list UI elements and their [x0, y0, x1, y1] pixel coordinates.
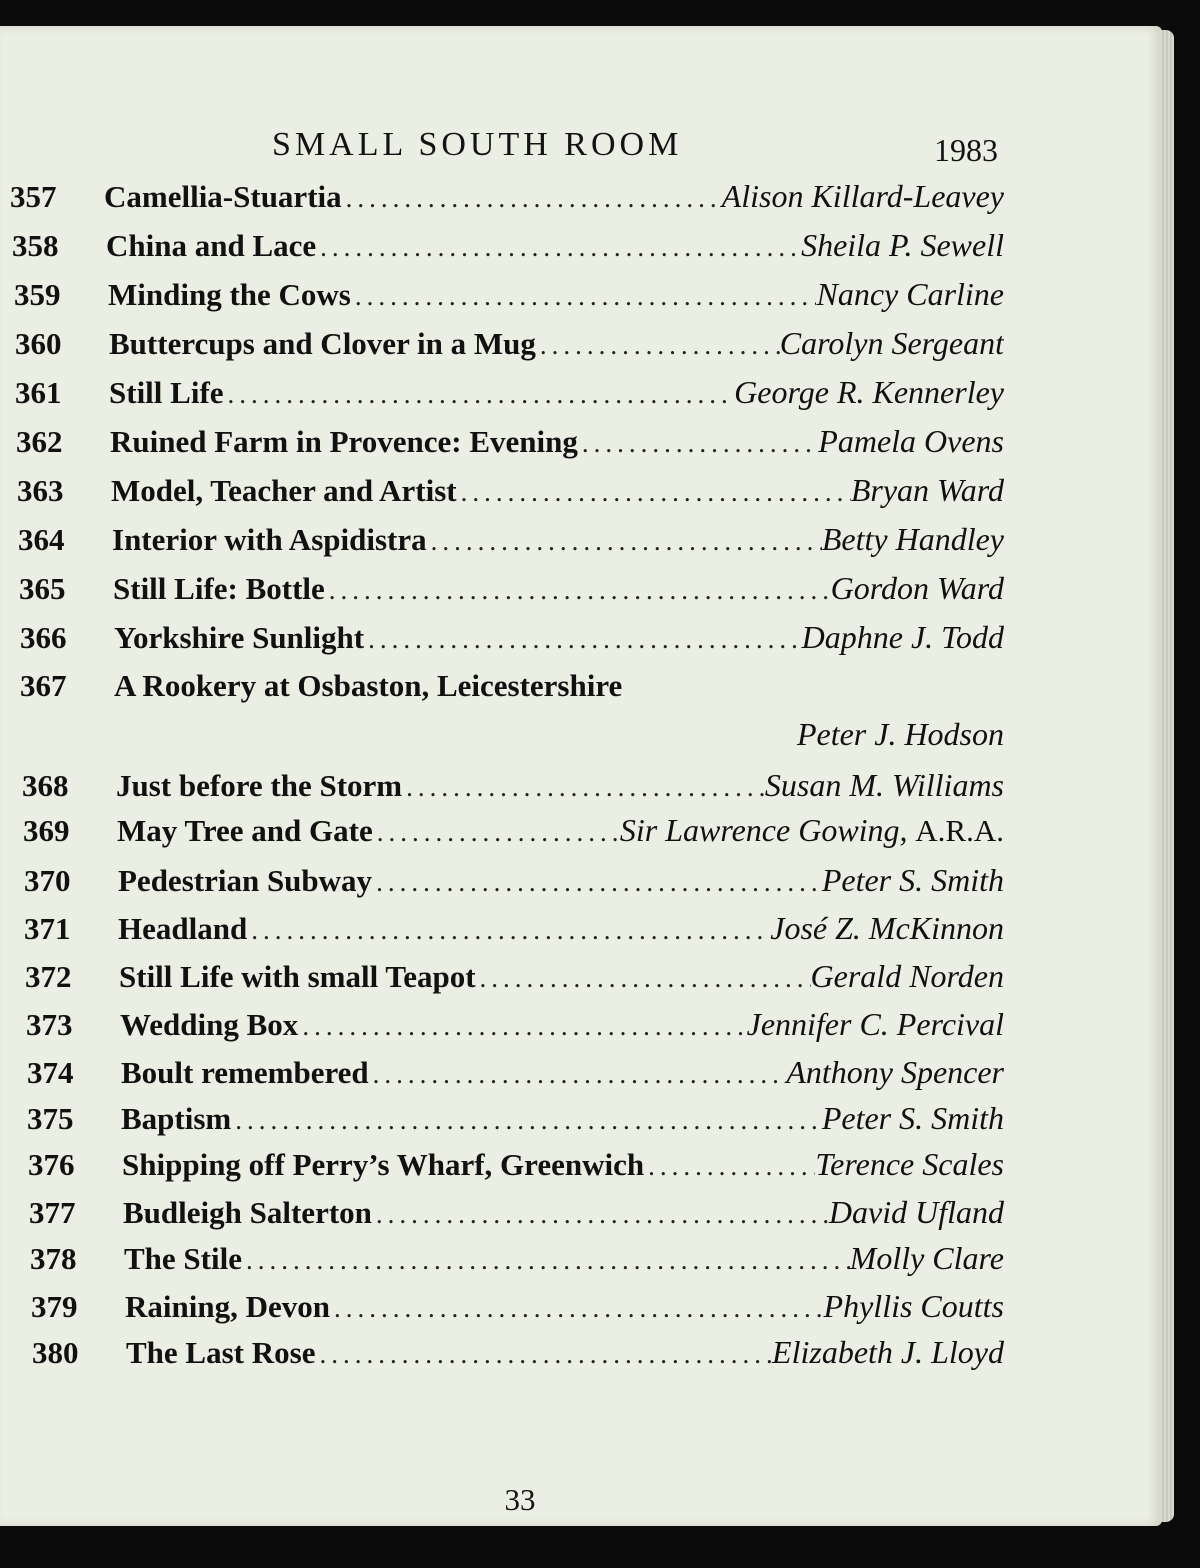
- dot-leader: [578, 428, 818, 459]
- entry-artist: Peter S. Smith: [821, 1100, 1004, 1136]
- dot-leader: [402, 772, 765, 803]
- entry-title: Model, Teacher and Artist: [111, 473, 457, 508]
- entry-number: 371: [24, 911, 71, 946]
- catalogue-entry: [19, 570, 1004, 610]
- dot-leader: [457, 477, 851, 508]
- entry-title: Still Life with small Teapot: [119, 959, 476, 994]
- dot-leader: [369, 1059, 787, 1090]
- entry-number: 361: [15, 375, 62, 410]
- entry-title: Baptism: [121, 1101, 232, 1136]
- dot-leader: [342, 183, 722, 214]
- dot-leader: [364, 624, 802, 655]
- catalogue-entry: [24, 862, 1004, 902]
- catalogue-entry: [12, 227, 1004, 267]
- dot-leader: [298, 1011, 746, 1042]
- dot-leader: [373, 817, 620, 848]
- entry-number: 380: [32, 1335, 79, 1370]
- entry-title: Minding the Cows: [108, 277, 351, 312]
- dot-leader: [351, 281, 817, 312]
- entry-title: Boult remembered: [121, 1055, 369, 1090]
- dot-leader: [372, 1199, 829, 1230]
- entry-number: 370: [24, 863, 71, 898]
- entry-title: Yorkshire Sunlight: [114, 620, 365, 655]
- dot-leader: [231, 1105, 822, 1136]
- entry-title: Raining, Devon: [125, 1289, 330, 1324]
- entry-number: 366: [20, 620, 67, 655]
- dot-leader: [242, 1245, 850, 1276]
- dot-leader: [247, 915, 770, 946]
- entry-number: 377: [29, 1195, 76, 1230]
- catalogue-entry: [31, 1288, 1004, 1328]
- entry-number: 369: [23, 813, 70, 848]
- entry-number: 363: [17, 473, 64, 508]
- dot-leader: [644, 1151, 815, 1182]
- entry-number: 364: [18, 522, 65, 557]
- entry-number: 368: [22, 768, 69, 803]
- dot-leader: [427, 526, 822, 557]
- entry-title: Just before the Storm: [116, 768, 403, 803]
- catalogue-entry: [23, 812, 1004, 852]
- entry-number: 372: [25, 959, 72, 994]
- catalogue-entry: [14, 276, 1004, 316]
- entry-artist: Terence Scales: [815, 1146, 1004, 1182]
- catalogue-entry: [15, 374, 1004, 414]
- entry-number: 378: [30, 1241, 77, 1276]
- entry-title: Headland: [118, 911, 248, 946]
- entry-title: Buttercups and Clover in a Mug: [109, 326, 536, 361]
- catalogue-entry: [32, 1334, 1004, 1374]
- entry-title: Shipping off Perry’s Wharf, Greenwich: [122, 1147, 645, 1182]
- entry-artist: Jennifer C. Percival: [746, 1006, 1004, 1042]
- entry-title: Interior with Aspidistra: [112, 522, 427, 557]
- entry-artist: Daphne J. Todd: [801, 619, 1004, 655]
- book-page: [0, 26, 1162, 1526]
- entry-title: China and Lace: [106, 228, 317, 263]
- entry-artist: Sir Lawrence Gowing,: [619, 812, 908, 848]
- entry-number: 358: [12, 228, 59, 263]
- catalogue-entry: [27, 1100, 1004, 1140]
- entry-number: 360: [15, 326, 62, 361]
- dot-leader: [372, 867, 822, 898]
- entry-artist: Pamela Ovens: [818, 423, 1004, 459]
- entry-artist: Betty Handley: [821, 521, 1004, 557]
- entry-artist: Anthony Spencer: [786, 1054, 1004, 1090]
- catalogue-entry: [17, 472, 1004, 512]
- entry-artist: Gerald Norden: [810, 958, 1004, 994]
- entry-title: The Stile: [124, 1241, 242, 1276]
- entry-artist: Peter S. Smith: [821, 862, 1004, 898]
- catalogue-entry: [30, 1240, 1004, 1280]
- entry-number: 375: [27, 1101, 74, 1136]
- entry-artist: Bryan Ward: [850, 472, 1004, 508]
- entry-title: Wedding Box: [120, 1007, 299, 1042]
- entry-title: Still Life: [109, 375, 224, 410]
- catalogue-entry: [25, 958, 1004, 998]
- entry-artist: David Ufland: [828, 1194, 1004, 1230]
- entry-number: 367: [20, 668, 67, 703]
- entry-number: 379: [31, 1289, 78, 1324]
- entry-artist: Nancy Carline: [816, 276, 1004, 312]
- entry-artist: Peter J. Hodson: [796, 716, 1004, 752]
- entry-title: Budleigh Salterton: [123, 1195, 372, 1230]
- entry-number: 376: [28, 1147, 75, 1182]
- catalogue-entry: [24, 910, 1004, 950]
- catalogue-entry: [16, 423, 1004, 463]
- entry-title: The Last Rose: [126, 1335, 316, 1370]
- catalogue-entry: [22, 767, 1004, 807]
- room-title: SMALL SOUTH ROOM: [272, 126, 683, 163]
- entry-title: Still Life: Bottle: [113, 571, 325, 606]
- entry-number: 359: [14, 277, 61, 312]
- catalogue-entries: [0, 26, 1162, 1526]
- entry-artist: George R. Kennerley: [734, 374, 1004, 410]
- artist-honours: A.R.A.: [915, 813, 1004, 848]
- entry-artist: Susan M. Williams: [764, 767, 1004, 803]
- catalogue-entry: [18, 521, 1004, 561]
- catalogue-year: 1983: [934, 132, 998, 168]
- dot-leader: [330, 1293, 824, 1324]
- page-number: 33: [504, 1482, 536, 1517]
- entry-title: Camellia-Stuartia: [104, 179, 342, 214]
- entry-title: A Rookery at Osbaston, Leicestershire: [114, 668, 623, 703]
- entry-artist: Elizabeth J. Lloyd: [772, 1334, 1004, 1370]
- catalogue-entry: [20, 619, 1004, 659]
- catalogue-entry: [20, 668, 1004, 708]
- catalogue-entry: [26, 1006, 1004, 1046]
- entry-artist: Molly Clare: [849, 1240, 1004, 1276]
- entry-artist: Phyllis Coutts: [823, 1288, 1004, 1324]
- entry-artist: Sheila P. Sewell: [801, 227, 1004, 263]
- dot-leader: [476, 963, 811, 994]
- entry-number: 374: [27, 1055, 74, 1090]
- entry-title: Pedestrian Subway: [118, 863, 373, 898]
- entry-title: May Tree and Gate: [117, 813, 373, 848]
- entry-artist: José Z. McKinnon: [770, 910, 1004, 946]
- catalogue-entry: [27, 1054, 1004, 1094]
- entry-artist: Alison Killard-Leavey: [721, 178, 1004, 214]
- catalogue-entry: [28, 1146, 1004, 1186]
- entry-number: 365: [19, 571, 66, 606]
- entry-artist: Gordon Ward: [830, 570, 1004, 606]
- dot-leader: [224, 379, 735, 410]
- page-edge: [1160, 30, 1174, 1522]
- catalogue-entry: [15, 325, 1004, 365]
- dot-leader: [536, 330, 780, 361]
- entry-number: 373: [26, 1007, 73, 1042]
- entry-title: Ruined Farm in Provence: Evening: [110, 424, 578, 459]
- catalogue-entry: [29, 1194, 1004, 1234]
- entry-artist: Carolyn Sergeant: [779, 325, 1004, 361]
- dot-leader: [315, 1339, 772, 1370]
- entry-number: 362: [16, 424, 63, 459]
- entry-number: 357: [10, 179, 57, 214]
- catalogue-entry: [10, 178, 1004, 218]
- dot-leader: [316, 232, 801, 263]
- dot-leader: [325, 575, 831, 606]
